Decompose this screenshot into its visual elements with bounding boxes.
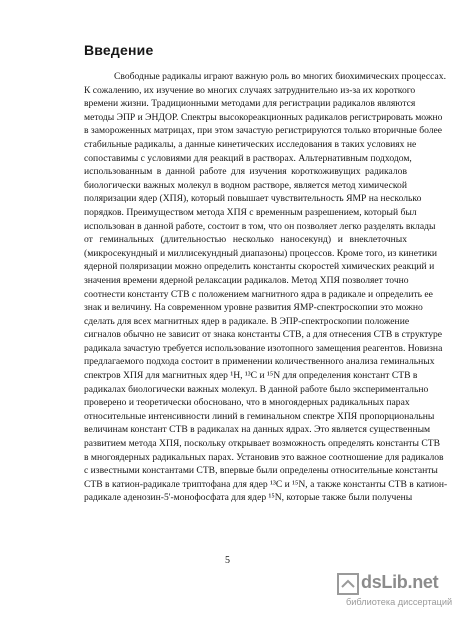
text-line: методы ЭПР и ЭНДОР. Спектры высокореакционных радикалов регистрировать можно <box>84 111 443 123</box>
text-line: (микросекундный и миллисекундный диапазоны) процессов. Кроме того, из кинетики <box>84 247 438 259</box>
text-line: относительные интенсивности линий в геминальном спектре ХПЯ пропорциональны <box>84 410 435 422</box>
text-line: от геминальных (длительностью несколько наносекунд) и внеклеточных <box>84 234 407 246</box>
watermark-tagline: библиотека диссертаций <box>346 597 452 607</box>
text-line: Свободные радикалы играют важную роль во многих биохимических процессах. <box>114 71 446 82</box>
text-line: биологически важных молекул в водном растворе, является метод химической <box>84 179 407 191</box>
text-line: с известными константами СТВ, впервые были определены относительные константы <box>84 465 438 477</box>
page-number: 5 <box>225 555 230 566</box>
text-line: радикала зачастую требуется использование изотопного замещения реагентов. Новизна <box>84 342 443 354</box>
text-line: значения времени ядерной релаксации радикалов. Метод ХПЯ позволяет точно <box>84 274 409 286</box>
text-line: в замороженных матрицах, при этом зачастую регистрируются только вторичные более <box>84 125 443 137</box>
watermark <box>337 569 452 611</box>
text-line: радикалах биологически важных молекул. В данной работе было экспериментально <box>84 383 429 395</box>
text-line: радикале аденозин-5'-монофосфата для ядер ¹⁵N, которые также были получены <box>84 492 413 504</box>
watermark-site-name: dsLib.net <box>361 572 439 592</box>
text-line: порядков. Преимуществом метода ХПЯ с временным разрешением, который был <box>84 206 417 218</box>
body-text <box>84 70 448 505</box>
text-line: величинам констант СТВ в радикалах на данных ядрах. Это является существенным <box>84 424 431 436</box>
text-line: сигналов обычно не зависит от знака константы СТВ, а для отнесения СТВ в структуре <box>84 329 443 341</box>
section-heading: Введение <box>84 42 154 58</box>
text-line: использованным в данной работе для изучения короткоживущих радикалов <box>84 166 407 178</box>
text-line: проверено и теоретически обосновано, что в многоядерных радикальных парах <box>84 397 410 409</box>
dslib-logo-icon <box>337 573 359 595</box>
text-line: стабильные радикалы, а данные кинетических исследования в таких условиях не <box>84 138 417 150</box>
text-line: соотнести константу СТВ с положением магнитного ядра в радикале и определить ее <box>84 288 433 300</box>
text-line: сделать для всех магнитных ядер в радикале. В ЭПР-спектроскопии положение <box>84 315 410 327</box>
text-line: ядерной поляризации можно определить константы скоростей химических реакций и <box>84 261 435 273</box>
text-line: сопоставимы с условиями для реакций в растворах. Альтернативным подходом, <box>84 152 412 164</box>
text-line: времени жизни. Традиционными методами для регистрации радикалов являются <box>84 98 416 110</box>
text-line: в многоядерных радикальных парах. Установив это важное соотношение для радикалов <box>84 451 444 463</box>
text-line: предлагаемого подхода состоит в применении количественного анализа геминальных <box>84 356 435 368</box>
text-line: К сожалению, их изучение во многих случаях затруднительно из-за их короткого <box>84 84 416 96</box>
text-line: развитием метода ХПЯ, поскольку открывает возможность определять константы СТВ <box>84 438 440 450</box>
text-line: использован в данной работе, состоит в том, что он позволяет легко разделять вклады <box>84 220 436 232</box>
text-line: спектров ХПЯ для магнитных ядер ¹H, ¹³C и ¹⁵N для определения констант СТВ в <box>84 370 418 382</box>
text-line: СТВ в катион-радикале триптофана для ядер ¹³C и ¹⁵N, а также константы СТВ в катион- <box>84 478 448 490</box>
text-line: знак и величину. На современном уровне развития ЯМР-спектроскопии это можно <box>84 302 423 314</box>
text-line: поляризации ядер (ХПЯ), который повышает чувствительность ЯМР на несколько <box>84 193 422 205</box>
